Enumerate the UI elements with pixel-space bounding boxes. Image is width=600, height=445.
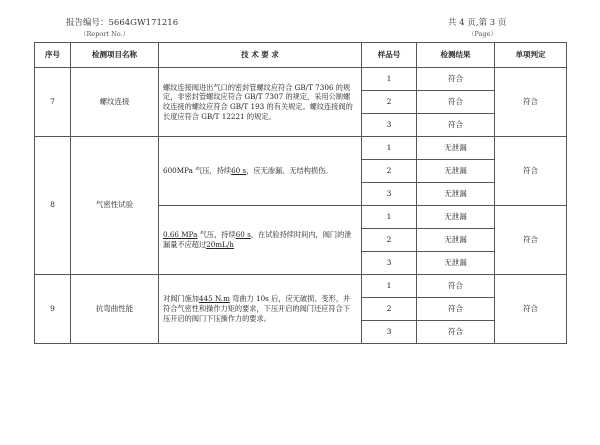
- req-text: ，应无渗漏、无结构损伤。: [246, 166, 333, 176]
- req-text: 对阀门施加: [163, 294, 199, 304]
- report-no-en: （Report No.）: [80, 30, 130, 38]
- row-verdict: 符合: [495, 275, 567, 344]
- page-info-header: 共 4 页,第 3 页 （Page）: [448, 18, 507, 38]
- report-number-header: [66, 16, 178, 38]
- test-result: 无泄漏: [417, 137, 495, 160]
- sample-no: 1: [362, 137, 417, 160]
- row-item-name: 抗弯曲性能: [71, 275, 159, 344]
- sample-no: 3: [362, 183, 417, 206]
- test-result: 符合: [417, 321, 495, 344]
- req-text: ，在试验持续时间内，阀门的泄漏量不应超过: [163, 230, 352, 249]
- test-result: 符合: [417, 68, 495, 91]
- row-item-name: 气密性试验: [71, 137, 159, 275]
- test-result: 符合: [417, 114, 495, 137]
- row-seq: 8: [35, 137, 71, 275]
- page-total: 共 4 页: [448, 18, 476, 28]
- test-result: 无泄漏: [417, 160, 495, 183]
- table-row: [35, 137, 567, 160]
- sample-no: 2: [362, 91, 417, 114]
- test-result: 无泄漏: [417, 183, 495, 206]
- req-value: 445 N.m: [198, 294, 230, 304]
- row-verdict: 符合: [495, 137, 567, 206]
- row-requirement: [159, 206, 362, 275]
- req-value: 60 s: [231, 166, 247, 176]
- sample-no: 3: [362, 252, 417, 275]
- sample-no: 2: [362, 298, 417, 321]
- col-result-header: 检测结果: [417, 43, 495, 68]
- report-no-value: 5664GW171216: [108, 18, 179, 28]
- row-seq: 7: [35, 68, 71, 137]
- req-text: 气压，持续: [197, 230, 236, 240]
- sample-no: 1: [362, 275, 417, 298]
- report-no-label: 报告编号：: [66, 18, 109, 28]
- table-header-row: [35, 43, 567, 68]
- col-verdict-header: 单项判定: [495, 43, 567, 68]
- sample-no: 2: [362, 229, 417, 252]
- test-result: 符合: [417, 275, 495, 298]
- sample-no: 1: [362, 68, 417, 91]
- test-results-table: [34, 42, 567, 344]
- row-requirement: [159, 137, 362, 206]
- req-value: 20: [206, 240, 216, 249]
- row-verdict: 符合: [495, 206, 567, 275]
- sample-no: 3: [362, 114, 417, 137]
- row-requirement: [159, 275, 362, 344]
- row-seq: 9: [35, 275, 71, 344]
- req-text: 600MPa 气压，持续: [163, 166, 232, 176]
- req-value: 0.66 MPa: [163, 230, 198, 240]
- col-sample-header: 样品号: [362, 43, 417, 68]
- test-result: 无泄漏: [417, 252, 495, 275]
- req-text: 弯曲力 10s 后，应无破损、变形，并符合气密性和操作力矩的要求，下压开启的阀门还应符合下压开启的阀门下压操作力的要求。: [163, 294, 351, 323]
- req-value: 60 s: [235, 230, 251, 240]
- col-seq-header: 序号: [35, 43, 71, 68]
- col-item-header: 检测项目名称: [71, 43, 159, 68]
- req-unit: mL/h: [215, 240, 234, 249]
- col-req-header: 技 术 要 求: [159, 43, 362, 68]
- sample-no: 1: [362, 206, 417, 229]
- row-item-name: 螺纹连接: [71, 68, 159, 137]
- table-row: [35, 68, 567, 91]
- test-result: 符合: [417, 298, 495, 321]
- table-row: [35, 275, 567, 298]
- row-verdict: 符合: [495, 68, 567, 137]
- page-current: 第 3 页: [478, 18, 507, 28]
- test-result: 无泄漏: [417, 229, 495, 252]
- test-result: 无泄漏: [417, 206, 495, 229]
- row-requirement: 螺纹连接阀进出气口的密封管螺纹应符合 GB/T 7306 的规定，非密封管螺纹应符合 GB/T 7307 的规定，采用公制螺纹连接的螺纹应符合 GB/T 193 的有关规定。螺纹连接阀的长度应符合 GB/T 12221 的规定。: [159, 68, 362, 137]
- sample-no: 2: [362, 160, 417, 183]
- test-result: 符合: [417, 91, 495, 114]
- page-en: （Page）: [468, 30, 497, 38]
- sample-no: 3: [362, 321, 417, 344]
